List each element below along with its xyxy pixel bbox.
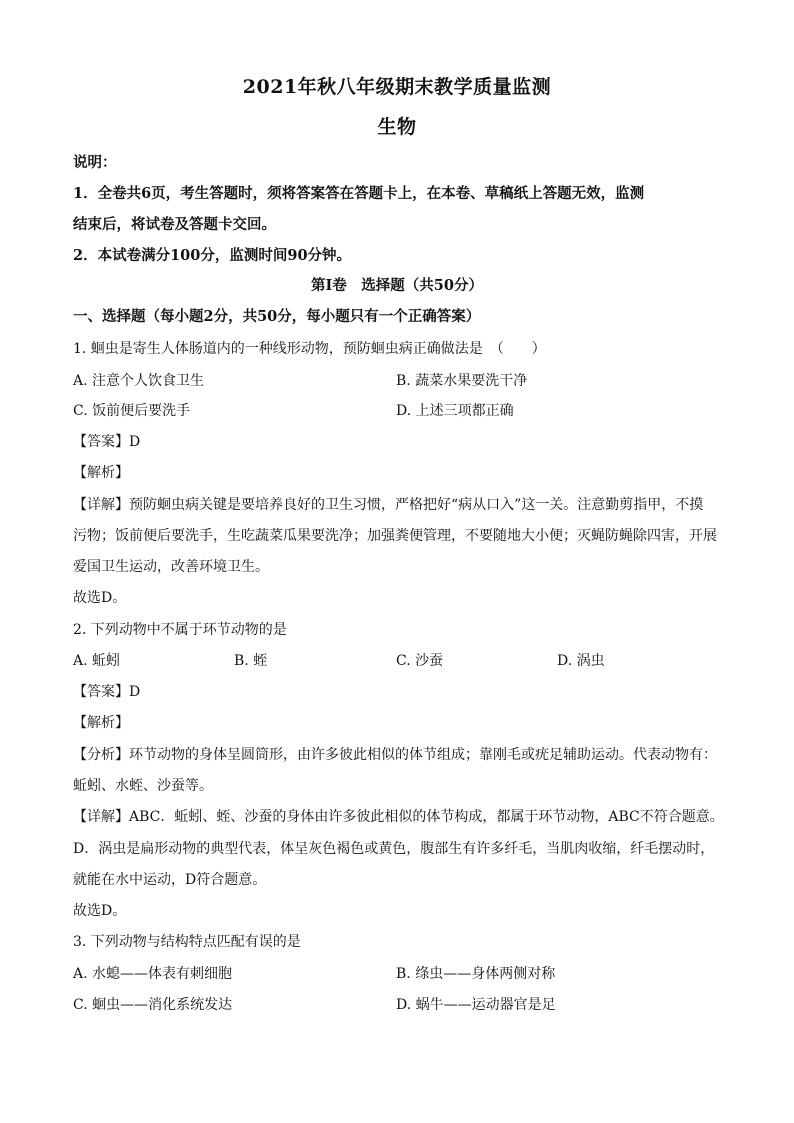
note-1-line-2: 结束后，将试卷及答题卡交回。 — [73, 216, 276, 233]
q1-answer: 【答案】D — [73, 434, 141, 450]
subject-title: 生物 — [377, 116, 417, 138]
q2-option-b: B. 蛭 — [234, 653, 268, 669]
part-header: 第Ⅰ卷 选择题（共50分） — [311, 277, 483, 294]
q1-stem: 1. 蛔虫是寄生人体肠道内的一种线形动物，预防蛔虫病正确做法是 （ ） — [73, 341, 546, 357]
q2-stem: 2. 下列动物中不属于环节动物的是 — [73, 622, 287, 638]
q1-analysis-label: 【解析】 — [73, 465, 129, 481]
q3-option-c: C. 蛔虫——消化系统发达 — [73, 997, 233, 1013]
q2-answer: 【答案】D — [73, 684, 141, 700]
q2-detail-line-2: D．涡虫是扁形动物的典型代表，体呈灰色褐色或黄色，腹部生有许多纤毛，当肌肉收缩，纤毛摆动时， — [73, 841, 715, 857]
notes-heading: 说明： — [73, 154, 117, 171]
q3-option-b: B. 绦虫——身体两侧对称 — [396, 966, 556, 982]
q2-detail-line-1: 【详解】ABC．蚯蚓、蛭、沙蚕的身体由许多彼此相似的体节构成，都属于环节动物，ABC不符合题意。 — [73, 809, 724, 825]
note-1-line-1: 1．全卷共6页，考生答题时，须将答案答在答题卡上，在本卷、草稿纸上答题无效，监测 — [73, 185, 645, 202]
q1-detail-line-1: 【详解】预防蛔虫病关键是要培养良好的卫生习惯，严格把好“病从口入”这一关。注意勤剪指甲，不摸 — [73, 497, 704, 513]
q2-option-c: C. 沙蚕 — [396, 653, 444, 669]
q2-option-d: D. 涡虫 — [557, 653, 605, 669]
q2-analysis-label: 【解析】 — [73, 715, 129, 731]
section-header: 一、选择题（每小题2分，共50分，每小题只有一个正确答案） — [73, 308, 481, 325]
q2-fenxi-line-1: 【分析】环节动物的身体呈圆筒形，由许多彼此相似的体节组成；靠刚毛或疣足辅助运动。代表动物有： — [73, 747, 717, 763]
q1-conclusion: 故选D。 — [73, 590, 127, 606]
q1-option-c: C. 饭前便后要洗手 — [73, 403, 191, 419]
q2-fenxi-line-2: 蚯蚓、水蛭、沙蚕等。 — [73, 778, 213, 794]
note-2: 2．本试卷满分100分，监测时间90分钟。 — [73, 247, 352, 264]
q1-option-a: A. 注意个人饮食卫生 — [73, 373, 205, 389]
q1-detail-line-2: 污物；饭前便后要洗手，生吃蔬菜瓜果要洗净；加强粪便管理，不要随地大小便；灭蝇防蝇除四害，开展 — [73, 528, 717, 544]
q3-option-d: D. 蜗牛——运动器官是足 — [396, 997, 556, 1013]
q3-option-a: A. 水螅——体表有刺细胞 — [73, 966, 233, 982]
q1-option-b: B. 蔬菜水果要洗干净 — [396, 373, 528, 389]
q2-option-a: A. 蚯蚓 — [73, 653, 121, 669]
q2-conclusion: 故选D。 — [73, 903, 127, 919]
q3-stem: 3. 下列动物与结构特点匹配有误的是 — [73, 934, 301, 950]
q1-option-d: D. 上述三项都正确 — [396, 403, 514, 419]
q2-detail-line-3: 就能在水中运动，D符合题意。 — [73, 872, 267, 888]
q1-detail-line-3: 爱国卫生运动，改善环境卫生。 — [73, 559, 269, 575]
exam-title: 2021年秋八年级期末教学质量监测 — [242, 76, 552, 98]
